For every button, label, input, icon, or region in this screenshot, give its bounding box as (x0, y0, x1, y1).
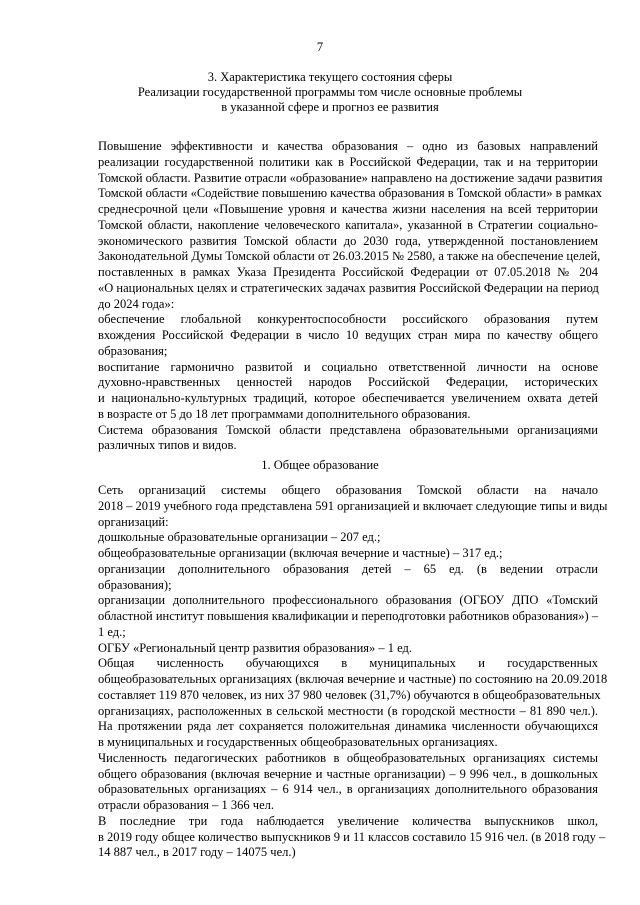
section-body-general-education (62, 483, 608, 861)
text-line: образовательных организациях – 6 914 чел., в организациях дополнительного образования (98, 782, 598, 797)
paragraph (62, 423, 598, 455)
text-line: На протяжении ряда лет сохраняется положительная динамика численности обучающихся (98, 719, 598, 734)
text-line: 1 ед.; (98, 624, 126, 639)
text-line: дошкольные образовательные организации – 207 ед.; (98, 530, 381, 545)
paragraph (62, 139, 603, 312)
text-line: различных типов и видов. (98, 438, 237, 453)
paragraph (62, 656, 608, 751)
paragraph (62, 813, 606, 861)
text-line: воспитание гармонично развитой и социально ответственной личности на основе (98, 359, 598, 374)
text-line: организациях, расположенных в сельской местности (в городской местности – 81 890 чел.). (98, 703, 598, 718)
text-line: Томской области. Развитие отрасли «образование» направлено на достижение задачи развития (98, 170, 603, 185)
text-line: Томской области «Содействие повышению качества образования в Томской области» в рамках (98, 186, 603, 201)
section-heading-line: 3. Характеристика текущего состояния сферы (207, 70, 453, 84)
text-line: Томской области, накопление человеческого капитала», указанной в Стратегии социально- (98, 217, 598, 232)
text-line: обеспечение глобальной конкурентоспособности российского образования путем (98, 312, 598, 327)
text-line: духовно-нравственных ценностей народов Российской Федерации, исторических (98, 375, 598, 390)
section-heading (60, 70, 600, 115)
list-item (62, 530, 598, 546)
list-item (62, 593, 598, 640)
text-line: 2018 – 2019 учебного года представлена 591 организацией и включает следующие типы и виды (98, 498, 608, 513)
list-item (62, 562, 598, 594)
text-line: организации дополнительного образования детей – 65 ед. (в ведении отрасли (98, 561, 598, 576)
text-line: общеобразовательные организации (включая вечерние и частные) – 317 ед.; (98, 546, 503, 560)
text-line: до 2024 года»: (98, 296, 175, 311)
text-line: общеобразовательных организациях (включая вечерние и частные) по состоянию на 20.09.2018 (98, 672, 608, 686)
text-line: организации дополнительного профессионального образования (ОГБОУ ДПО «Томский (98, 593, 598, 608)
text-line: образования); (98, 577, 172, 592)
text-line: в 2019 году общее количество выпускников 9 и 11 классов составило 15 916 чел. (в 2018 году – (98, 829, 606, 844)
text-line: экономического развития Томской области до 2030 года, утвержденной постановлением (98, 233, 598, 248)
text-line: и национально-культурных традиций, которое обеспечивается увеличением охвата детей (98, 391, 598, 405)
list-item (62, 546, 598, 562)
text-line: Сеть организаций системы общего образования Томской области на начало (98, 483, 598, 497)
text-line: составляет 119 870 человек, из них 37 980 человек (31,7%) обучаются в общеобразовательных (98, 687, 601, 702)
page-number: 7 (316, 40, 324, 54)
text-line: организаций: (98, 514, 169, 529)
section-heading-line: в указанной сфере и прогноз ее развития (221, 100, 439, 114)
text-line: поставленных в рамках Указа Президента Российской Федерации от 07.05.2018 № 204 (98, 265, 598, 279)
text-line: в муниципальных и государственных общеобразовательных организациях. (98, 735, 498, 749)
text-line: в возрасте от 5 до 18 лет программами дополнительного образования. (98, 406, 471, 421)
text-line: 14 887 чел., в 2017 году – 14075 чел.) (98, 845, 296, 860)
text-line: отрасли образования – 1 366 чел. (98, 798, 274, 812)
subsection-heading: 1. Общее образование (261, 458, 379, 472)
text-line: вхождения Российской Федерации в число 10 ведущих стран мира по качеству общего (98, 328, 598, 342)
text-line: среднесрочной цели «Повышение уровня и качества жизни населения на всей территории (98, 202, 598, 216)
text-line: ОГБУ «Региональный центр развития образования» – 1 ед. (98, 640, 413, 655)
paragraph (62, 360, 598, 423)
section-body-intro (62, 139, 603, 454)
text-line: В последние три года наблюдается увеличение количества выпускников школ, (98, 813, 598, 828)
paragraph (62, 483, 608, 530)
paragraph (62, 312, 598, 359)
list-item (62, 641, 598, 657)
section-heading-line: Реализации государственной программы том числе основные проблемы (137, 85, 523, 99)
text-line: Законодательной Думы Томской области от 26.03.2015 № 2580, а также на обеспечение целей, (98, 249, 601, 264)
text-line: Численность педагогических работников в общеобразовательных организациях системы (98, 750, 598, 765)
text-line: образования; (98, 343, 168, 358)
text-line: Повышение эффективности и качества образования – одно из базовых направлений (98, 139, 598, 153)
text-line: областной институт повышения квалификации и переподготовки работников образования») – (98, 609, 599, 623)
paragraph (62, 751, 598, 814)
text-line: Система образования Томской области представлена образовательными организациями (98, 422, 598, 437)
text-line: Общая численность обучающихся в муниципальных и государственных (98, 656, 598, 671)
text-line: общего образования (включая вечерние и частные организации) – 9 996 чел., в дошкольных (98, 766, 598, 781)
text-line: реализации государственной политики как в Российской Федерации, так и на территории (98, 154, 598, 169)
text-line: «О национальных целях и стратегических задачах развития Российской Федерации на период (98, 280, 599, 295)
